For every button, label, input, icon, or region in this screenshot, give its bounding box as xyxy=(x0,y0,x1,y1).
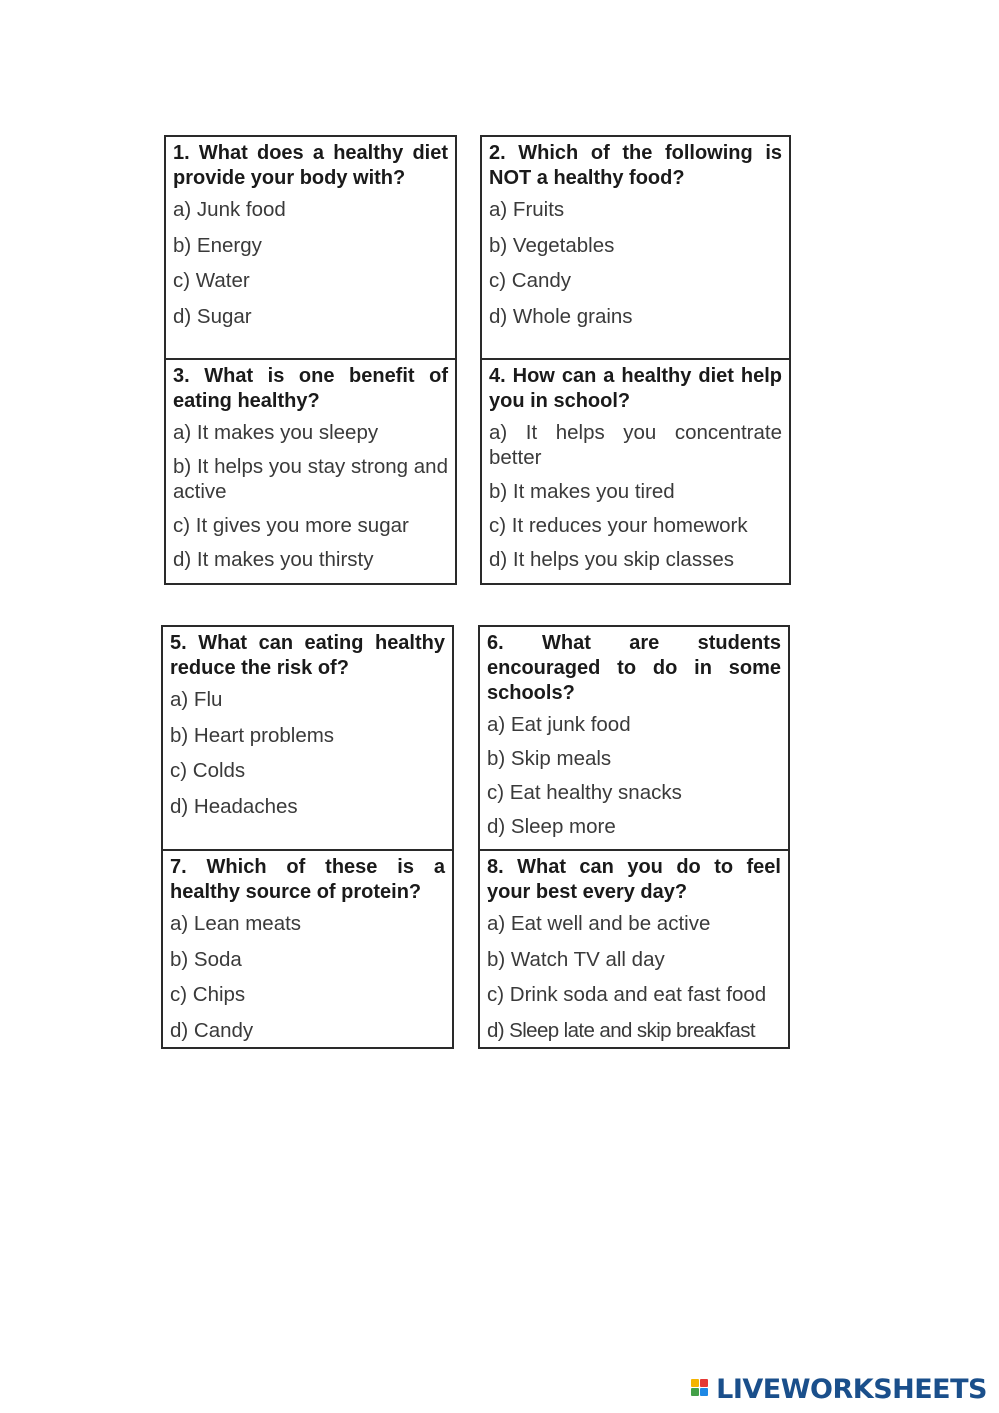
question-card-4 xyxy=(480,358,791,585)
answer-option[interactable]: d) It makes you thirsty xyxy=(173,548,374,571)
answer-option[interactable]: b) Vegetables xyxy=(489,233,615,257)
answer-option[interactable]: c) Colds xyxy=(170,759,246,782)
answer-option[interactable]: b) Watch TV all day xyxy=(487,947,665,971)
answer-option[interactable]: a) Flu xyxy=(170,688,223,711)
question-card-1 xyxy=(164,135,457,360)
answer-option[interactable]: c) Water xyxy=(173,269,250,292)
question-card-2 xyxy=(480,135,791,360)
question-text: 1. What does a healthy diet provide your body with? xyxy=(173,142,448,189)
answer-option[interactable]: a) Eat well and be active xyxy=(487,912,711,935)
answer-option[interactable]: c) Drink soda and eat fast food xyxy=(487,983,767,1006)
liveworksheets-logo xyxy=(691,1374,987,1405)
answer-option[interactable]: a) Lean meats xyxy=(170,912,302,935)
answer-option[interactable]: c) Candy xyxy=(489,269,572,292)
answer-option[interactable]: a) Junk food xyxy=(173,198,286,221)
answer-option[interactable]: b) Skip meals xyxy=(487,747,612,770)
question-text: 5. What can eating healthy reduce the risk of? xyxy=(170,632,445,679)
logo-blocks-icon xyxy=(691,1379,713,1401)
question-text: 6. What are students encouraged to do in some schools? xyxy=(487,632,781,704)
answer-option[interactable]: d) Sleep more xyxy=(487,815,616,838)
answer-option[interactable]: d) Sleep late and skip breakfast xyxy=(487,1018,755,1042)
answer-option[interactable]: c) Chips xyxy=(170,983,246,1006)
question-text: 3. What is one benefit of eating healthy? xyxy=(173,365,448,412)
question-text: 2. Which of the following is NOT a healthy food? xyxy=(489,142,782,189)
answer-option[interactable]: b) Soda xyxy=(170,947,242,971)
answer-option[interactable]: c) Eat healthy snacks xyxy=(487,781,682,804)
answer-option[interactable]: a) Eat junk food xyxy=(487,713,631,736)
question-card-3 xyxy=(164,358,457,585)
answer-option[interactable]: c) It reduces your homework xyxy=(489,514,748,537)
answer-option[interactable]: d) Candy xyxy=(170,1018,254,1042)
answer-option[interactable]: b) Heart problems xyxy=(170,723,335,747)
question-card-8 xyxy=(478,849,790,1049)
answer-option[interactable]: b) It makes you tired xyxy=(489,480,675,503)
question-text: 7. Which of these is a healthy source of protein? xyxy=(170,856,445,903)
answer-option[interactable]: d) Whole grains xyxy=(489,304,633,328)
question-card-5 xyxy=(161,625,454,851)
question-text: 8. What can you do to feel your best every day? xyxy=(487,856,781,903)
answer-option[interactable]: a) Fruits xyxy=(489,198,565,221)
question-text: 4. How can a healthy diet help you in school? xyxy=(489,365,782,412)
answer-option[interactable]: d) Sugar xyxy=(173,304,252,328)
logo-text: LIVEWORKSHEETS xyxy=(716,1374,987,1405)
answer-option[interactable]: a) It helps you concentrate better xyxy=(489,421,782,469)
answer-option[interactable]: b) It helps you stay strong and active xyxy=(173,455,448,503)
answer-option[interactable]: b) Energy xyxy=(173,233,262,257)
answer-option[interactable]: c) It gives you more sugar xyxy=(173,514,409,537)
answer-option[interactable]: d) Headaches xyxy=(170,794,298,818)
question-card-7 xyxy=(161,849,454,1049)
answer-option[interactable]: d) It helps you skip classes xyxy=(489,548,734,571)
question-card-6 xyxy=(478,625,790,851)
answer-option[interactable]: a) It makes you sleepy xyxy=(173,421,379,444)
